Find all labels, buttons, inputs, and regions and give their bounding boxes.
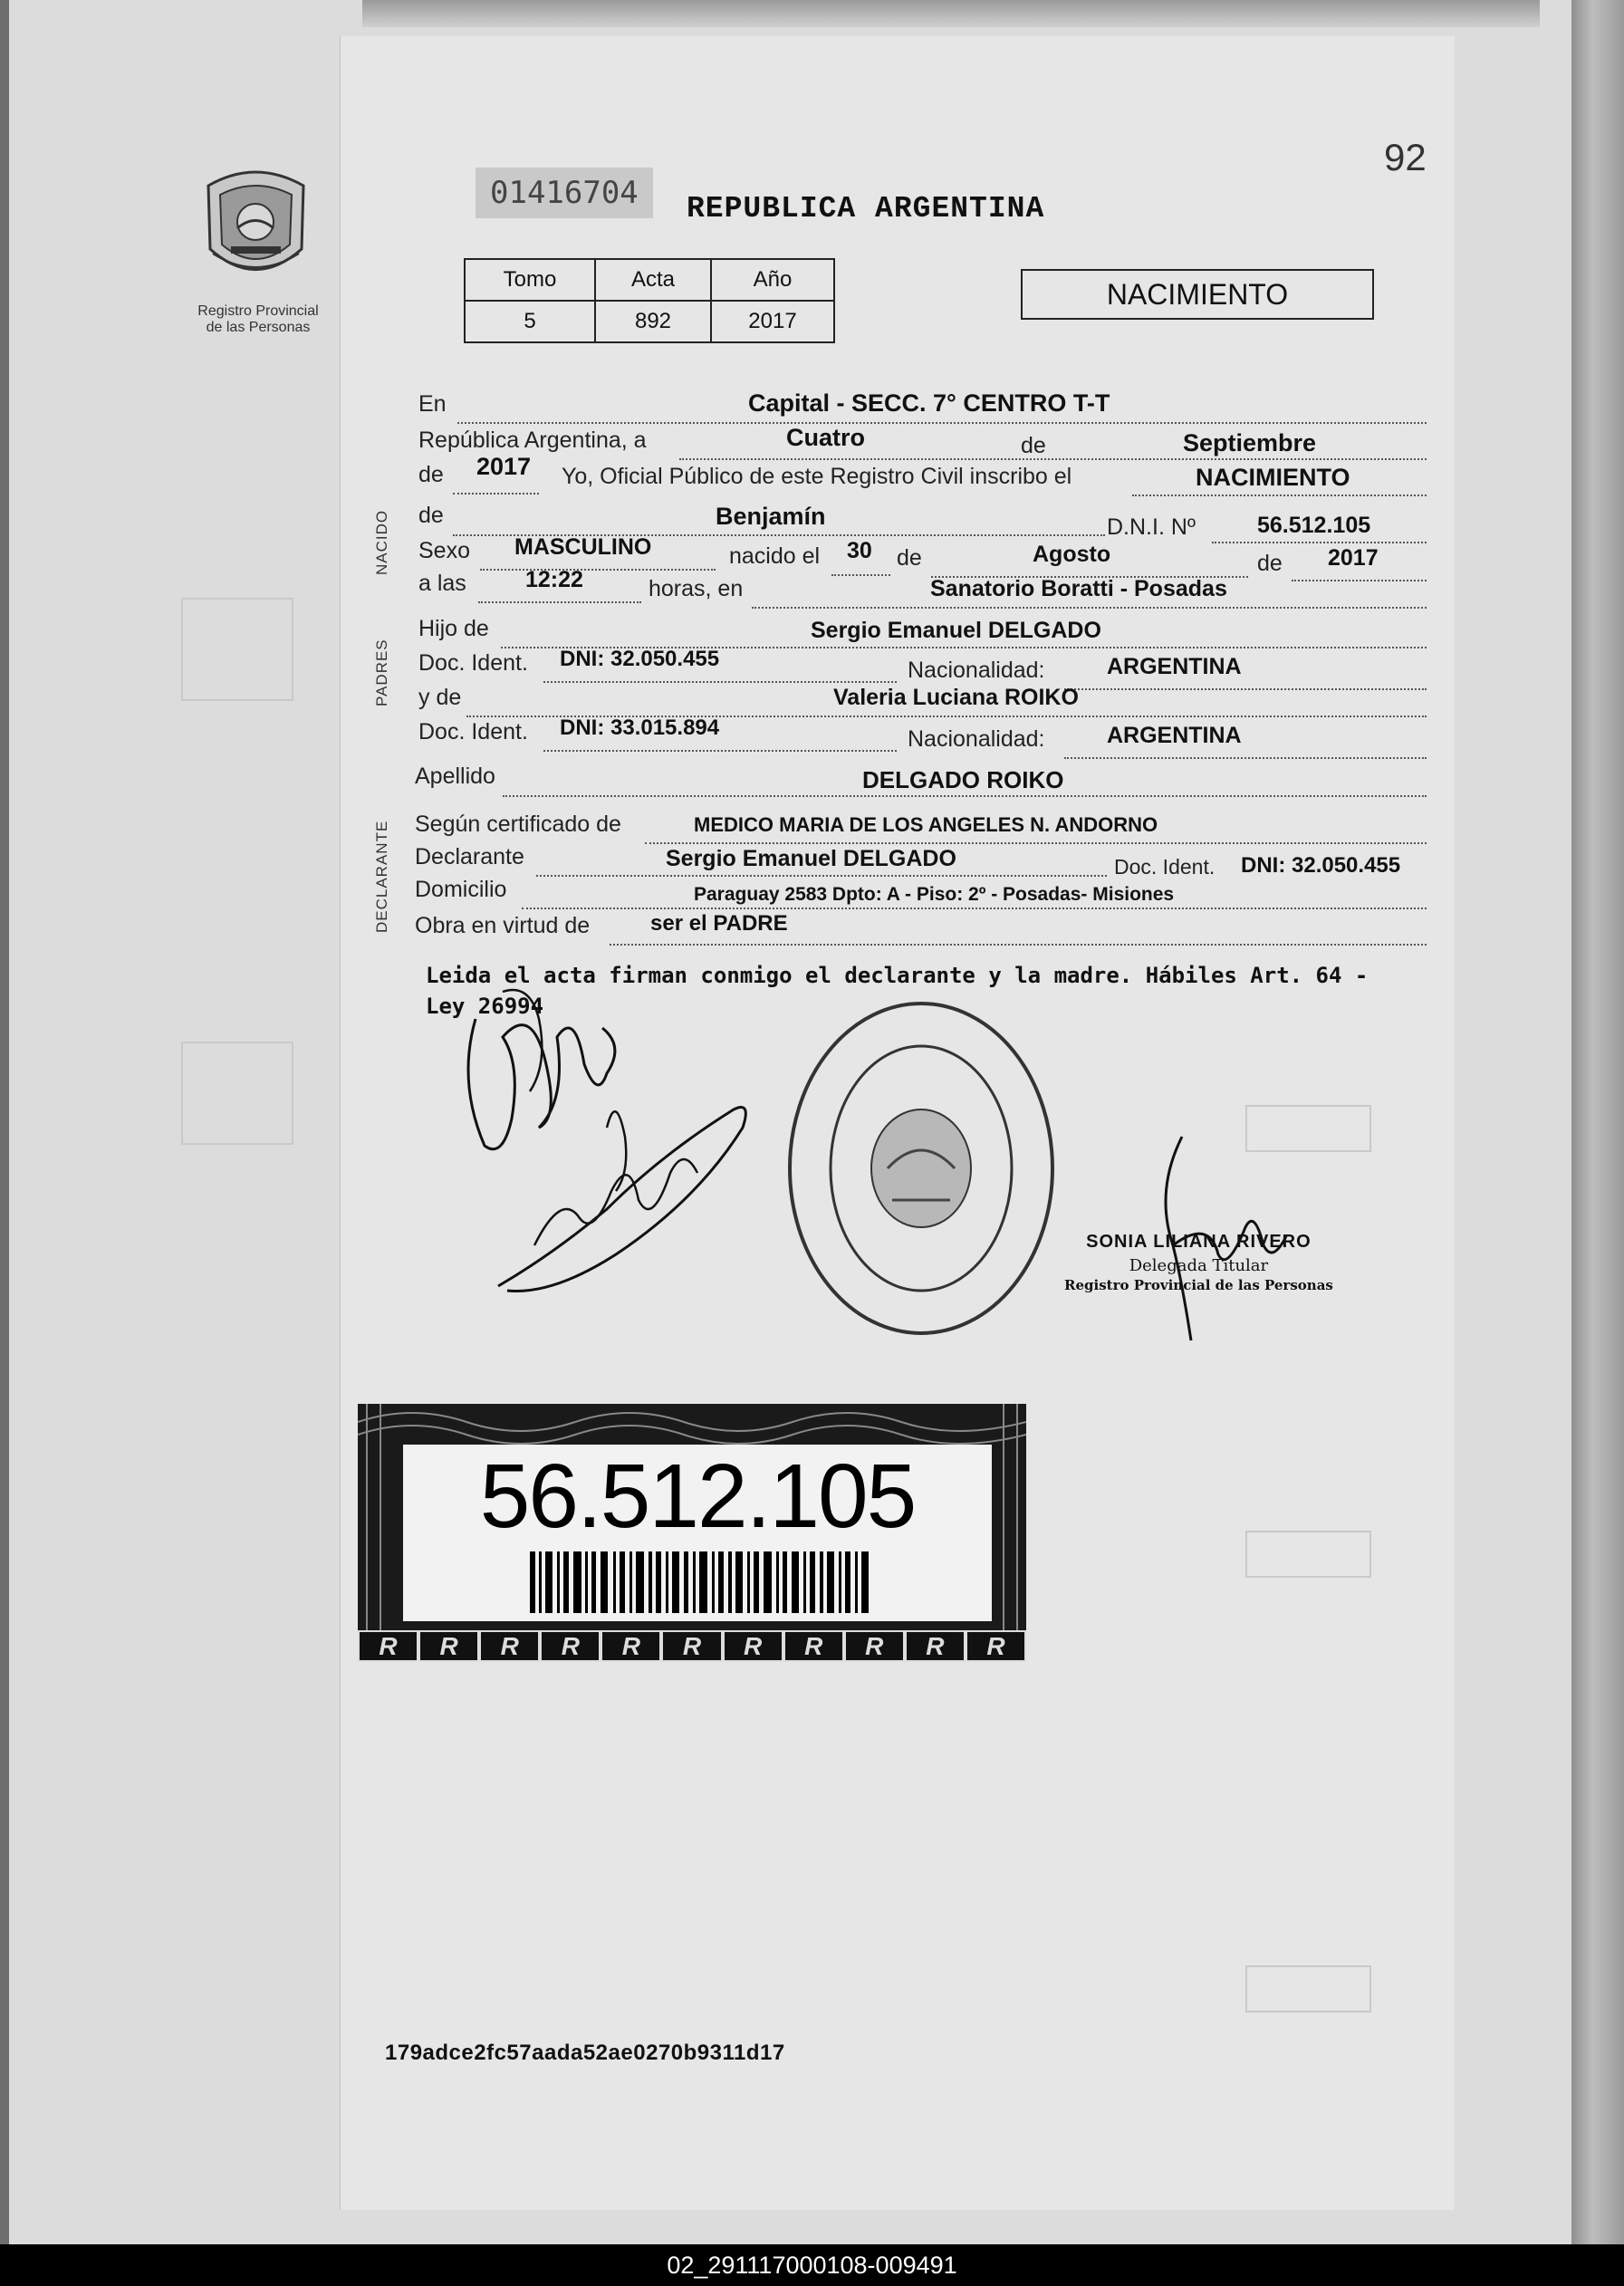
ghost-box [181, 1042, 293, 1145]
value-act-registered: NACIMIENTO [1196, 464, 1350, 491]
value-father-nationality: ARGENTINA [1107, 654, 1242, 679]
barcode-letter-strip [358, 1630, 1026, 1662]
issuer-caption [177, 303, 340, 336]
barcode-letter: R [723, 1630, 783, 1662]
label-de: de [418, 462, 444, 487]
barcode-letter: R [418, 1630, 479, 1662]
official-block [1064, 1232, 1333, 1293]
country-title: REPUBLICA ARGENTINA [687, 192, 1045, 226]
barcode-card [358, 1404, 1026, 1662]
registry-value-acta: 892 [595, 301, 711, 342]
value-father-doc: DNI: 32.050.455 [560, 647, 720, 671]
label-doc-ident: Doc. Ident. [418, 719, 528, 744]
section-label-nacido: NACIDO [373, 509, 390, 575]
signature-mother [480, 1073, 770, 1309]
official-seal-icon [783, 996, 1060, 1340]
value-birth-place: Sanatorio Boratti - Posadas [930, 576, 1227, 601]
document-hash: 179adce2fc57aada52ae0270b9311d17 [385, 2041, 785, 2065]
label-nacionalidad: Nacionalidad: [908, 726, 1045, 752]
value-mother-doc: DNI: 33.015.894 [560, 716, 720, 740]
value-acting-as: ser el PADRE [650, 911, 788, 936]
page-number: 92 [1384, 136, 1427, 178]
label-apellido: Apellido [415, 764, 495, 789]
label-de: de [897, 545, 922, 571]
label-y-de: y de [418, 685, 462, 710]
barcode-letter: R [844, 1630, 905, 1662]
value-surname: DELGADO ROIKO [862, 766, 1064, 793]
label-hijo-de: Hijo de [418, 616, 489, 641]
issuer-caption-line: Registro Provincial [197, 303, 319, 319]
section-label-padres: PADRES [373, 639, 390, 706]
label-a-las: a las [418, 571, 466, 596]
value-birth-month: Agosto [1033, 542, 1111, 567]
footer-filename: 02_291117000108-009491 [667, 2252, 957, 2279]
registry-value-tomo: 5 [465, 301, 595, 342]
label-de: de [1257, 551, 1283, 576]
label-declarante: Declarante [415, 844, 524, 869]
label-en: En [418, 391, 447, 417]
value-certificate: MEDICO MARIA DE LOS ANGELES N. ANDORNO [694, 813, 1158, 836]
label-sexo: Sexo [418, 538, 470, 563]
barcode-letter: R [358, 1630, 418, 1662]
value-day: Cuatro [786, 424, 865, 451]
paper-top-shadow [362, 0, 1540, 27]
barcode-letter: R [540, 1630, 601, 1662]
official-role: Delegada Titular [1129, 1256, 1269, 1275]
value-child-name: Benjamín [716, 503, 826, 530]
value-year: 2017 [476, 453, 532, 480]
registry-value-row [465, 301, 834, 342]
label-obra: Obra en virtud de [415, 913, 591, 938]
registry-header-ano: Año [711, 259, 834, 301]
registry-value-ano: 2017 [711, 301, 834, 342]
value-address: Paraguay 2583 Dpto: A - Piso: 2º - Posadas- Misiones [694, 884, 1175, 905]
registry-header-acta: Acta [595, 259, 711, 301]
official-name: SONIA LILIANA RIVERO [1086, 1232, 1312, 1252]
registry-table [464, 258, 835, 343]
serial-number-stamp: 01416704 [476, 168, 653, 218]
label-certificado: Según certificado de [415, 812, 621, 837]
issuer-caption-line: de las Personas [206, 320, 311, 335]
closing-statement: Leida el acta firman conmigo el declarante y la madre. Hábiles Art. 64 - Ley 26994 [426, 963, 1369, 1019]
label-republica: República Argentina, a [418, 427, 647, 453]
label-oficial: Yo, Oficial Público de este Registro Civil inscribo el [562, 464, 1072, 489]
value-declarant-name: Sergio Emanuel DELGADO [666, 846, 956, 871]
value-sex: MASCULINO [514, 534, 652, 560]
value-child-dni: 56.512.105 [1257, 513, 1371, 538]
value-mother-nationality: ARGENTINA [1107, 723, 1242, 748]
registry-header-row [465, 259, 834, 301]
provincia-misiones-logo-icon [195, 163, 317, 290]
barcode-letter: R [661, 1630, 722, 1662]
value-birth-hour: 12:22 [525, 567, 583, 592]
value-birth-year: 2017 [1328, 545, 1379, 571]
act-type-box: NACIMIENTO [1021, 269, 1374, 320]
value-declarant-doc: DNI: 32.050.455 [1241, 853, 1401, 878]
value-birth-day: 30 [847, 538, 872, 563]
barcode-letter: R [601, 1630, 661, 1662]
barcode-bars-icon [530, 1551, 874, 1613]
barcode-letter: R [783, 1630, 844, 1662]
value-mother-name: Valeria Luciana ROIKO [833, 685, 1079, 710]
label-de: de [1021, 433, 1046, 458]
value-place-of-registration: Capital - SECC. 7° CENTRO T-T [748, 389, 1110, 417]
ghost-box [1245, 1531, 1371, 1578]
ghost-box [181, 598, 293, 701]
value-father-name: Sergio Emanuel DELGADO [811, 618, 1101, 643]
barcode-number: 56.512.105 [479, 1446, 916, 1547]
label-domicilio: Domicilio [415, 877, 507, 902]
label-de: de [418, 503, 444, 528]
label-doc-ident: Doc. Ident. [1114, 855, 1216, 879]
ghost-box [1245, 1965, 1371, 2012]
label-nacido-el: nacido el [729, 543, 821, 569]
barcode-letter: R [479, 1630, 540, 1662]
barcode-letter: R [905, 1630, 966, 1662]
label-doc-ident: Doc. Ident. [418, 650, 528, 676]
paper-edge [1571, 0, 1624, 2244]
label-horas-en: horas, en [649, 576, 744, 601]
registry-header-tomo: Tomo [465, 259, 595, 301]
section-label-declarante: DECLARANTE [373, 820, 390, 933]
barcode-letter: R [966, 1630, 1026, 1662]
label-dni: D.N.I. Nº [1107, 514, 1196, 540]
official-office: Registro Provincial de las Personas [1064, 1277, 1333, 1293]
barcode-label [403, 1445, 992, 1621]
value-month: Septiembre [1183, 429, 1317, 456]
label-nacionalidad: Nacionalidad: [908, 658, 1045, 683]
